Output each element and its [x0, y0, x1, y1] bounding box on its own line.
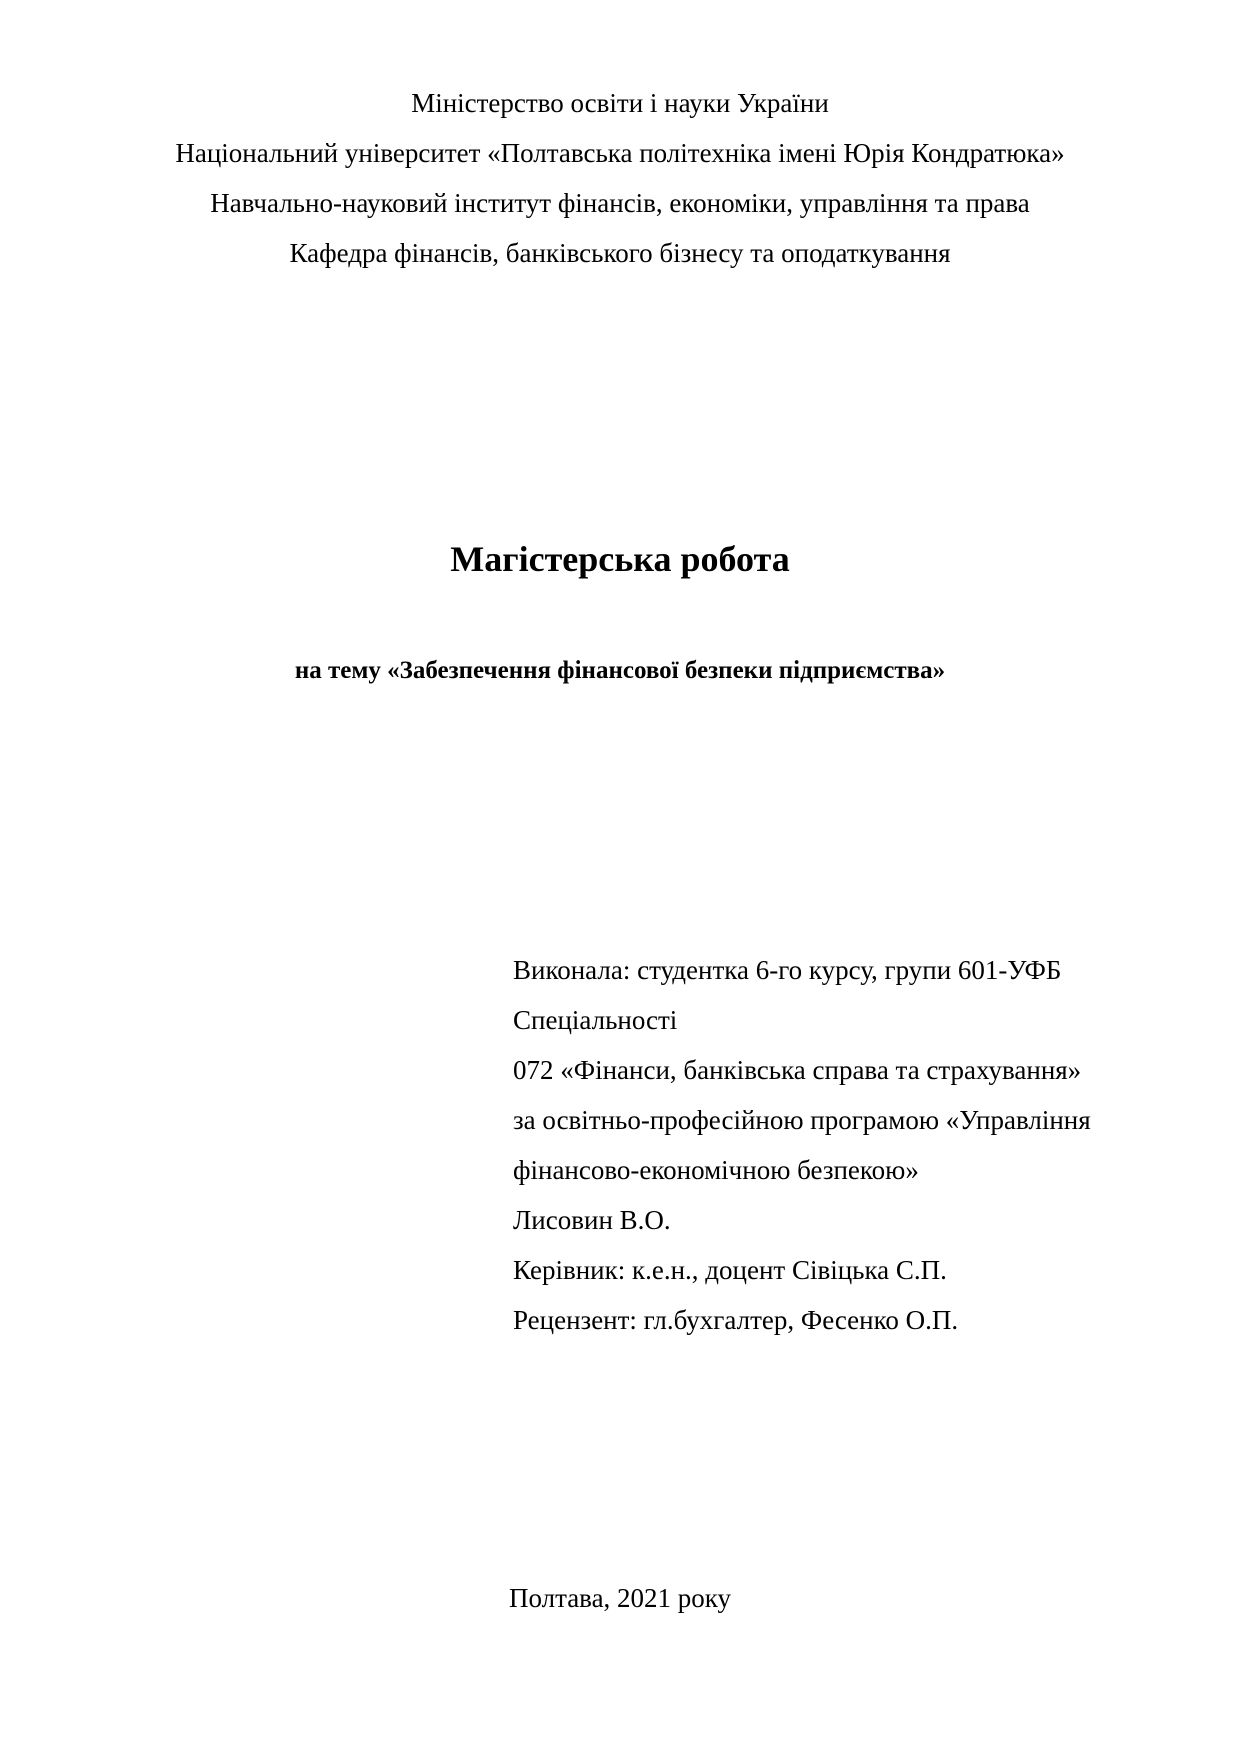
info-line-specialty: 072 «Фінанси, банківська справа та страхування»	[513, 1055, 1082, 1085]
header-university: Національний університет «Полтавська політехніка імені Юрія Кондратюка»	[175, 138, 1065, 168]
info-line-program: за освітньо-професійною програмою «Управління	[513, 1105, 1091, 1135]
info-line-author: Лисовин В.О.	[513, 1205, 671, 1235]
document-topic: на тему «Забезпечення фінансової безпеки підприємства»	[294, 657, 946, 684]
info-line-reviewer: Рецензент: гл.бухгалтер, Фесенко О.П.	[513, 1305, 959, 1335]
header-ministry: Міністерство освіти і науки України	[411, 88, 829, 118]
info-line-supervisor: Керівник: к.е.н., доцент Сівіцька С.П.	[513, 1255, 947, 1285]
header-institute: Навчально-науковий інститут фінансів, економіки, управління та права	[210, 188, 1030, 218]
info-line-program-cont: фінансово-економічною безпекою»	[513, 1155, 919, 1185]
header-department: Кафедра фінансів, банківського бізнесу та оподаткування	[289, 238, 951, 268]
info-line-specialty-label: Спеціальності	[513, 1005, 678, 1035]
document-title: Магістерська робота	[450, 539, 790, 579]
info-line-executor: Виконала: студентка 6-го курсу, групи 601-УФБ	[513, 955, 1062, 985]
footer-city-year: Полтава, 2021 року	[508, 1583, 732, 1613]
